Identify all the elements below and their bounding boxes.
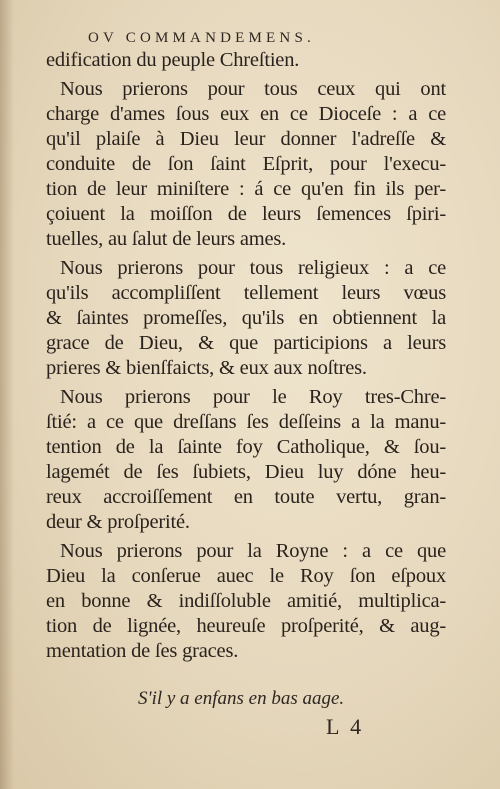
text-line: çoiuent la moiſſon de leurs ſemences ſpiri- [46,203,446,225]
text-line: tion de lignée, heureuſe proſperité, & aug- [46,615,446,637]
text-line: tention de la ſainte foy Catholique, & ſou- [46,436,446,458]
text-line: en bonne & indiſſoluble amitié, multiplica- [46,590,446,612]
text-line: tion de leur miniſtere : á ce qu'en fin ils per- [46,178,446,200]
rubric-heading: S'il y a enfans en bas aage. [138,688,345,709]
text-line: Dieu la conſerue auec le Roy ſon eſpoux [46,565,446,587]
text-line: Nous prierons pour tous religieux : a ce [60,257,446,279]
text-line: ſtié: a ce que dreſſans ſes deſſeins a la manu- [46,411,446,433]
running-head: OV COMMANDEMENS. [88,30,315,46]
text-line: deur & proſperité. [46,511,190,533]
text-line: Nous prierons pour tous ceux qui ont [60,78,446,100]
text-line: tuelles, au ſalut de leurs ames. [46,228,287,250]
text-line: Nous prierons pour le Roy tres-Chre- [60,386,446,408]
body-text [46,48,446,664]
text-line: reux accroiſſement en toute vertu, gran- [46,486,446,508]
text-line: lagemét de ſes ſubiets, Dieu luy dóne heu- [46,461,446,483]
text-line: qu'il plaiſe à Dieu leur donner l'adreſſe & [46,128,446,150]
text-line: mentation de ſes graces. [46,640,239,662]
text-line: grace de Dieu, & que participions a leurs [46,332,446,354]
text-line: conduite de ſon ſaint Eſprit, pour l'execu- [46,153,446,175]
text-line: prieres & bienſfaicts, & eux aux noſtres. [46,357,367,379]
text-line: edification du peuple Chreſtien. [46,49,300,71]
text-line: charge d'ames ſous eux en ce Dioceſe : a ce [46,103,446,125]
text-line: Nous prierons pour la Royne : a ce que [60,540,446,562]
signature-mark: L 4 [326,714,365,739]
text-line: qu'ils accompliſſent tellement leurs vœus [46,282,446,304]
text-line: & ſaintes promeſſes, qu'ils en obtiennent la [46,307,446,329]
